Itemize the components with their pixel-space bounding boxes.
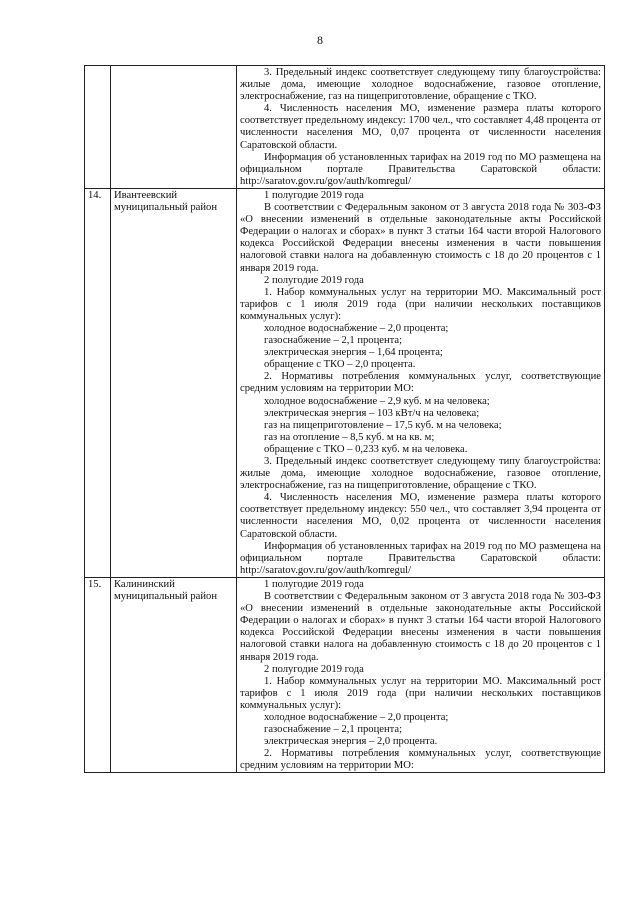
row-number [85,66,111,189]
row-text [237,577,605,773]
paragraph: 1. Набор коммунальных услуг на территории МО. Максимальный рост тарифов с 1 июля 2019 года (при наличии нескольких поставщиков коммунальных услуг): [240,675,601,711]
list-line: газоснабжение – 2,1 процента; [264,724,403,736]
paragraph: 1 полугодие 2019 года [264,189,364,201]
paragraph: 1. Набор коммунальных услуг на территории МО. Максимальный рост тарифов с 1 июля 2019 года (при наличии нескольких поставщиков коммунальных услуг): [240,286,601,322]
tariff-table [84,65,605,773]
list-line: обращение с ТКО – 2,0 процента. [264,359,416,371]
table-row [85,188,605,577]
list-line: электрическая энергия – 1,64 процента; [264,347,443,359]
list-line: газоснабжение – 2,1 процента; [264,335,403,347]
list-line: холодное водоснабжение – 2,0 процента; [264,322,449,334]
paragraph: Информация об установленных тарифах на 2019 год по МО размещена на официальном портале Правительства Саратовской области: http://saratov.gov.ru/gov/auth/komregul/ [240,540,601,576]
row-number: 14. [85,188,111,577]
district-name: Ивантеевский муниципальный район [111,188,237,577]
paragraph: В соответствии с Федеральным законом от 3 августа 2018 года № 303-ФЗ «О внесении изменений в отдельные законодательные акты Российской Федерации о налогах и сборах» в пункт 3 статьи 164 части второй Налогового кодекса Российской Федерации внесены изменения в части повышения налоговой ставки налога на добавленную стоимость с 18 до 20 процентов с 1 января 2019 года. [240,591,601,663]
paragraph: В соответствии с Федеральным законом от 3 августа 2018 года № 303-ФЗ «О внесении изменений в отдельные законодательные акты Российской Федерации о налогах и сборах» в пункт 3 статьи 164 части второй Налогового кодекса Российской Федерации внесены изменения в части повышения налоговой ставки налога на добавленную стоимость с 18 до 20 процентов с 1 января 2019 года. [240,202,601,274]
paragraph: 2 полугодие 2019 года [264,663,364,675]
paragraph: 3. Предельный индекс соответствует следующему типу благоустройства: жилые дома, имеющие холодное водоснабжение, газовое отопление, электроснабжение, газ на пищеприготовление, обращение с ТКО. [240,67,601,103]
paragraph: 4. Численность населения МО, изменение размера платы которого соответствует предельному индексу: 1700 чел., что составляет 4,48 процента от численности населения МО, 0,07 процента от численности населения Саратовской области. [240,103,601,151]
list-line: газ на отопление – 8,5 куб. м на кв. м; [264,431,435,443]
row-text [237,188,605,577]
table-row [85,577,605,773]
paragraph: 4. Численность населения МО, изменение размера платы которого соответствует предельному индексу: 550 чел., что составляет 3,94 процента от численности населения МО, 0,02 процента от численности населения Саратовской области. [240,492,601,540]
paragraph: 2 полугодие 2019 года [264,274,364,286]
row-text [237,66,605,189]
list-line: электрическая энергия – 103 кВт/ч на человека; [264,407,480,419]
list-line: электрическая энергия – 2,0 процента. [264,736,438,748]
district-name [111,66,237,189]
list-line: газ на пищеприготовление – 17,5 куб. м на человека; [264,419,502,431]
paragraph: 2. Нормативы потребления коммунальных услуг, соответствующие средним условиям на территории МО: [240,748,601,772]
table-row [85,66,605,189]
paragraph: 2. Нормативы потребления коммунальных услуг, соответствующие средним условиям на территории МО: [240,371,601,395]
paragraph: 3. Предельный индекс соответствует следующему типу благоустройства: жилые дома, имеющие холодное водоснабжение, газовое отопление, электроснабжение, газ на пищеприготовление, обращение с ТКО. [240,456,601,492]
page-number: 8 [317,33,323,47]
paragraph: Информация об установленных тарифах на 2019 год по МО размещена на официальном портале Правительства Саратовской области: http://saratov.gov.ru/gov/auth/komregul/ [240,151,601,187]
list-line: холодное водоснабжение – 2,0 процента; [264,711,449,723]
list-line: обращение с ТКО – 0,233 куб. м на человека. [264,443,468,455]
row-number: 15. [85,577,111,773]
list-line: холодное водоснабжение – 2,9 куб. м на человека; [264,395,490,407]
district-name: Калининский муниципальный район [111,577,237,773]
paragraph: 1 полугодие 2019 года [264,578,364,590]
